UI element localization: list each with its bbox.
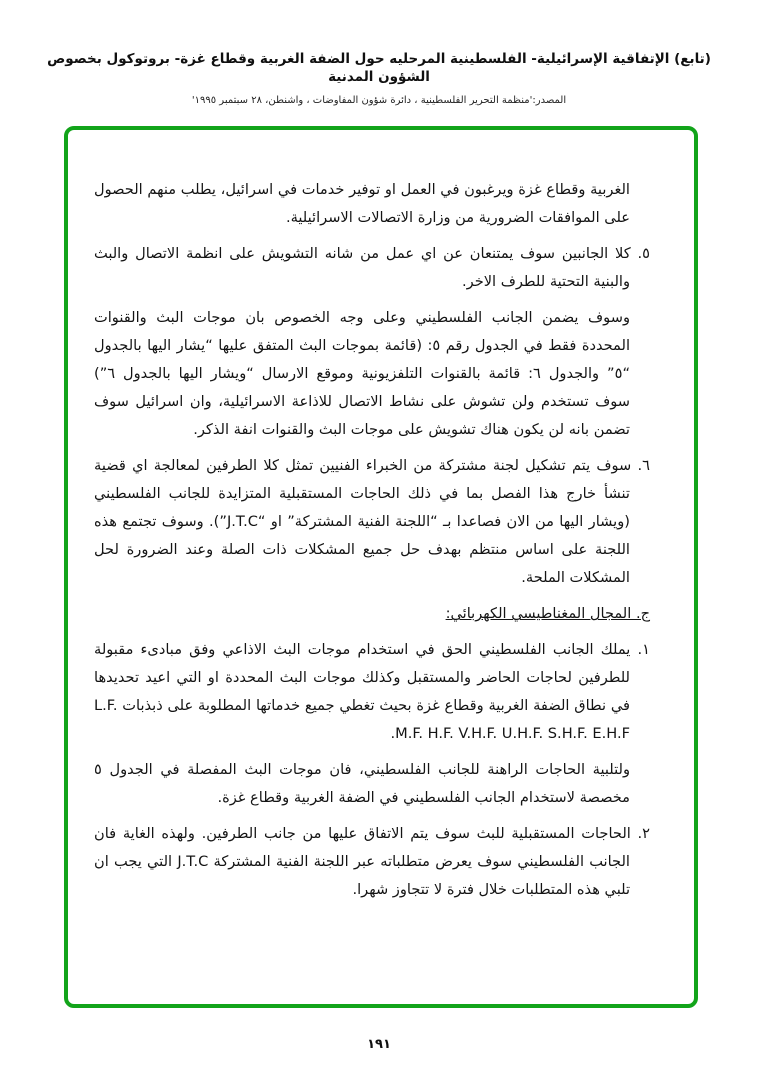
body-paragraph: ٥. كلا الجانبين سوف يمتنعان عن اي عمل من شانه التشويش على انظمة الاتصال والبث والبنية التحتية للطرف الاخر.: [94, 245, 650, 291]
document-title: (تابع) الإتفاقية الإسرائيلية- الفلسطينية المرحليه حول الضفة الغربية وقطاع غزة- بروتوكول بخصوص الشؤون المدنية: [47, 51, 711, 86]
body-paragraph: ١. يملك الجانب الفلسطيني الحق في استخدام موجات البث الاذاعي وفق مبادىء مقبولة للطرفين لحاجات الحاضر والمستقبل وكذلك موجات البث المحددة او التي اعيد تحديدها في نطاق الضفة الغربية وقطاع غزة بحيث تغطي جميع خدماتها المطلوبة على ذبذبات L.F. M.F. H.F. V.H.F. U.H.F. S.H.F. E.H.F.: [94, 641, 650, 743]
body-paragraph: ٦. سوف يتم تشكيل لجنة مشتركة من الخبراء الفنيين تمثل كلا الطرفين لمعالجة اي قضية تنشأ خارج هذا الفصل بما في ذلك الحاجات المستقبلية المتزايدة للجانب الفلسطيني (ويشار اليها من الان فصاعدا بـ “اللجنة الفنية المشتركة” او “J.T.C”). وسوف تجتمع هذه اللجنة على اساس منتظم بهدف حل جميع المشكلات ذات الصلة وعند الضرورة لحل المشكلات الملحة.: [94, 457, 650, 587]
content-frame: [64, 126, 698, 1008]
body-paragraph: وسوف يضمن الجانب الفلسطيني وعلى وجه الخصوص بان موجات البث والقنوات المحددة فقط في الجدول رقم ٥: (قائمة بموجات البث المتفق عليها “يشار اليها بالجدول “٥” والجدول ٦: قائمة بالقنوات التلفزيونية وموقع الارسال “ويشار اليها بالجدول ٦”) سوف تستخدم ولن تشوش على نشاط الاتصال للاذاعة الاسرائيلية، وان اسرائيل سوف تضمن بانه لن يكون هناك تشويش على موجات البث والقنوات انفة الذكر.: [94, 309, 630, 439]
section-heading: ج. المجال المغناطيسي الكهربائي:: [445, 605, 650, 623]
source-line: المصدر:'منظمة التحرير الفلسطينية ، دائرة شؤون المفاوضات ، واشنطن، ٢٨ سبتمبر ١٩٩٥': [191, 95, 567, 107]
page-number: ١٩١: [367, 1037, 391, 1052]
body-paragraph: ٢. الحاجات المستقبلية للبث سوف يتم الاتفاق عليها من جانب الطرفين. ولهذه الغاية فان الجانب الفلسطيني سوف يعرض متطلباته عبر اللجنة الفنية المشتركة J.T.C التي يجب ان تلبي هذه المتطلبات خلال فترة لا تتجاوز شهرا.: [94, 825, 650, 899]
body-paragraph: ولتلبية الحاجات الراهنة للجانب الفلسطيني، فان موجات البث المفصلة في الجدول ٥ مخصصة لاستخدام الجانب الفلسطيني في الضفة الغربية وقطاع غزة.: [94, 761, 630, 807]
body-paragraph: الغربية وقطاع غزة ويرغبون في العمل او توفير خدمات في اسرائيل، يطلب منهم الحصول على الموافقات الضرورية من وزارة الاتصالات الاسرائيلية.: [94, 181, 630, 227]
body-text: [94, 176, 650, 912]
document-header: [28, 50, 730, 106]
